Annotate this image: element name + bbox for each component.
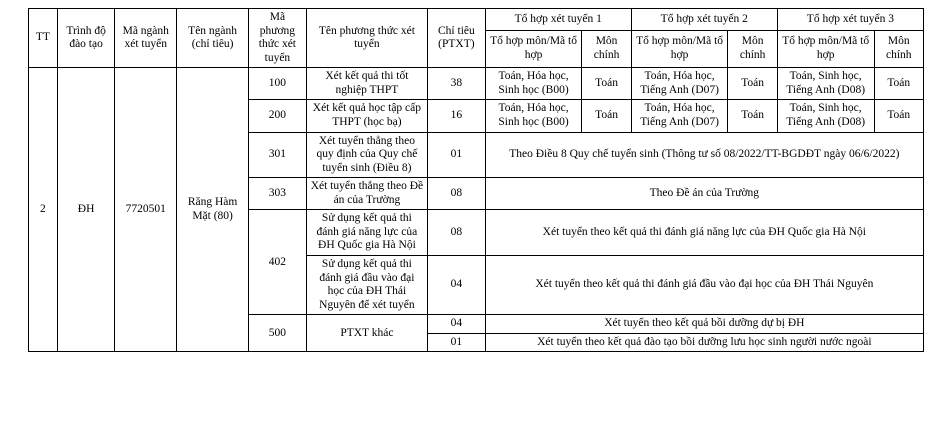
cell-chi-tieu: 01 bbox=[428, 333, 486, 352]
header-group-2: Tổ hợp xét tuyển 2 bbox=[631, 9, 777, 31]
cell-ten-nganh: Răng Hàm Mặt (80) bbox=[177, 68, 249, 352]
cell-mon-chinh-1: Toán bbox=[582, 68, 631, 100]
cell-ten-ptxt: PTXT khác bbox=[306, 315, 427, 352]
cell-chi-tieu: 38 bbox=[428, 68, 486, 100]
header-chi-tieu: Chỉ tiêu (PTXT) bbox=[428, 9, 486, 68]
table-header bbox=[29, 9, 924, 68]
cell-to-hop-3: Toán, Sinh học, Tiếng Anh (D08) bbox=[777, 68, 874, 100]
header-trinh-do: Trình độ đào tạo bbox=[57, 9, 115, 68]
header-ma-nganh: Mã ngành xét tuyển bbox=[115, 9, 177, 68]
cell-ma-ptxt: 303 bbox=[249, 178, 307, 210]
cell-ma-ptxt: 500 bbox=[249, 315, 307, 352]
cell-ma-ptxt: 100 bbox=[249, 68, 307, 100]
cell-to-hop-3: Toán, Sinh học, Tiếng Anh (D08) bbox=[777, 100, 874, 132]
cell-chi-tieu: 04 bbox=[428, 315, 486, 334]
cell-chi-tieu: 08 bbox=[428, 210, 486, 256]
header-row-top bbox=[29, 9, 924, 31]
cell-ma-nganh: 7720501 bbox=[115, 68, 177, 352]
header-to-hop-mon-1: Tổ hợp môn/Mã tổ hợp bbox=[485, 30, 582, 68]
table-body bbox=[29, 68, 924, 352]
cell-ten-ptxt: Xét kết quả học tập cấp THPT (học bạ) bbox=[306, 100, 427, 132]
cell-mon-chinh-1: Toán bbox=[582, 100, 631, 132]
cell-tt: 2 bbox=[29, 68, 58, 352]
header-to-hop-mon-2: Tổ hợp môn/Mã tổ hợp bbox=[631, 30, 728, 68]
cell-ten-ptxt: Xét kết quả thi tốt nghiệp THPT bbox=[306, 68, 427, 100]
header-ten-nganh: Tên ngành (chỉ tiêu) bbox=[177, 9, 249, 68]
header-group-1: Tổ hợp xét tuyển 1 bbox=[485, 9, 631, 31]
cell-note: Theo Điều 8 Quy chế tuyển sinh (Thông tư số 08/2022/TT-BGDĐT ngày 06/6/2022) bbox=[485, 132, 923, 178]
cell-mon-chinh-3: Toán bbox=[874, 68, 924, 100]
cell-chi-tieu: 04 bbox=[428, 256, 486, 315]
cell-note: Xét tuyển theo kết quả đào tạo bồi dưỡng lưu học sinh người nước ngoài bbox=[485, 333, 923, 352]
header-mon-chinh-3: Môn chính bbox=[874, 30, 924, 68]
cell-note: Xét tuyển theo kết quả thi đánh giá đầu vào đại học của ĐH Thái Nguyên bbox=[485, 256, 923, 315]
cell-note: Xét tuyển theo kết quả thi đánh giá năng lực của ĐH Quốc gia Hà Nội bbox=[485, 210, 923, 256]
cell-ten-ptxt: Sử dụng kết quả thi đánh giá đầu vào đại học của ĐH Thái Nguyên để xét tuyển bbox=[306, 256, 427, 315]
cell-ma-ptxt: 200 bbox=[249, 100, 307, 132]
cell-ma-ptxt: 402 bbox=[249, 210, 307, 315]
header-mon-chinh-2: Môn chính bbox=[728, 30, 777, 68]
cell-mon-chinh-2: Toán bbox=[728, 100, 777, 132]
header-ten-ptxt: Tên phương thức xét tuyển bbox=[306, 9, 427, 68]
cell-chi-tieu: 01 bbox=[428, 132, 486, 178]
cell-to-hop-1: Toán, Hóa học, Sinh học (B00) bbox=[485, 100, 582, 132]
header-to-hop-mon-3: Tổ hợp môn/Mã tổ hợp bbox=[777, 30, 874, 68]
cell-mon-chinh-2: Toán bbox=[728, 68, 777, 100]
cell-mon-chinh-3: Toán bbox=[874, 100, 924, 132]
admissions-table bbox=[28, 8, 924, 352]
header-group-3: Tổ hợp xét tuyển 3 bbox=[777, 9, 923, 31]
cell-note: Xét tuyển theo kết quả bồi dưỡng dự bị ĐH bbox=[485, 315, 923, 334]
cell-to-hop-2: Toán, Hóa học, Tiếng Anh (D07) bbox=[631, 100, 728, 132]
header-mon-chinh-1: Môn chính bbox=[582, 30, 631, 68]
header-tt: TT bbox=[29, 9, 58, 68]
cell-note: Theo Đề án của Trường bbox=[485, 178, 923, 210]
cell-ten-ptxt: Xét tuyển thẳng theo quy định của Quy chế tuyển sinh (Điều 8) bbox=[306, 132, 427, 178]
cell-to-hop-2: Toán, Hóa học, Tiếng Anh (D07) bbox=[631, 68, 728, 100]
header-ma-ptxt: Mã phương thức xét tuyển bbox=[249, 9, 307, 68]
cell-chi-tieu: 08 bbox=[428, 178, 486, 210]
cell-trinh-do: ĐH bbox=[57, 68, 115, 352]
cell-chi-tieu: 16 bbox=[428, 100, 486, 132]
cell-ten-ptxt: Xét tuyển thẳng theo Đề án của Trường bbox=[306, 178, 427, 210]
cell-ten-ptxt: Sử dụng kết quả thi đánh giá năng lực của ĐH Quốc gia Hà Nội bbox=[306, 210, 427, 256]
cell-to-hop-1: Toán, Hóa học, Sinh học (B00) bbox=[485, 68, 582, 100]
table-row bbox=[29, 68, 924, 100]
cell-ma-ptxt: 301 bbox=[249, 132, 307, 178]
